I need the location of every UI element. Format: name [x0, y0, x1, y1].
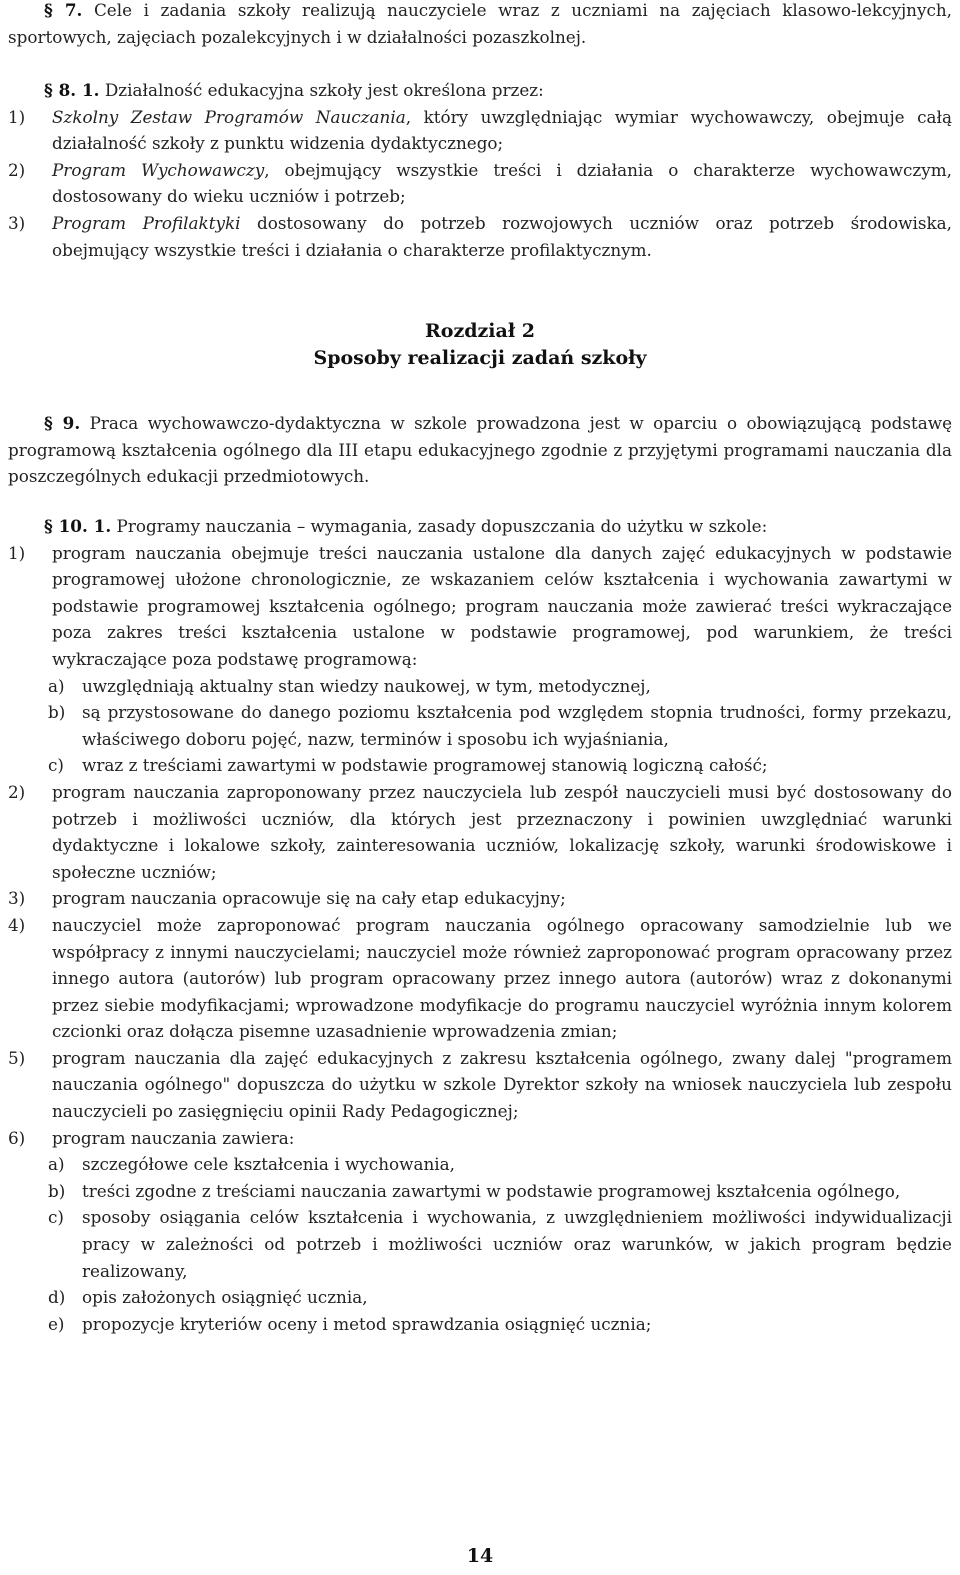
list-item-number: 5)	[8, 1047, 26, 1068]
list-item	[8, 1125, 952, 1152]
paragraph-10-intro	[8, 513, 952, 540]
list-item-text: program nauczania zaproponowany przez nauczyciela lub zespół nauczycieli musi być dostosowany do potrzeb i możliwości uczniów, dla których jest przeznaczony i powinien uwzględniać warunki dydaktyczne i lokalowe szkoły, zainteresowania uczniów, lokalizację szkoły, warunki środowiskowe i społeczne uczniów;	[52, 781, 952, 882]
page-number: 14	[466, 1545, 494, 1567]
list-item-text: , obejmujący wszystkie treści i działania o charakterze wychowawczym, dostosowany do wieku uczniów i potrzeb;	[52, 159, 952, 207]
chapter-label: Rozdział 2	[424, 320, 535, 342]
sub-list-item-text: opis założonych osiągnięć ucznia,	[82, 1287, 368, 1308]
list-item-number: 2)	[8, 781, 26, 802]
sub-list-item	[8, 1151, 952, 1178]
list-item-text: program nauczania dla zajęć edukacyjnych z zakresu kształcenia ogólnego, zwany dalej "programem nauczania ogólnego" dopuszcza do użytku w szkole Dyrektor szkoły na wniosek nauczyciela lub zespołu nauczycieli po zasięgnięciu opinii Rady Pedagogicznej;	[52, 1047, 952, 1122]
paragraph-text: Programy nauczania – wymagania, zasady dopuszczania do użytku w szkole:	[116, 516, 768, 536]
list-item-text: program nauczania opracowuje się na cały etap edukacyjny;	[52, 888, 566, 909]
sub-list-item	[8, 1311, 952, 1338]
sub-list-item	[8, 699, 952, 752]
sub-list-item-letter: a)	[48, 1154, 65, 1175]
list-item-text: program nauczania zawiera:	[52, 1127, 295, 1148]
list-item-text: dostosowany do potrzeb rozwojowych uczniów oraz potrzeb środowiska, obejmujący wszystkie treści i działania o charakterze profilaktycznym.	[52, 212, 952, 260]
sub-list-item-text: są przystosowane do danego poziomu kształcenia pod względem stopnia trudności, formy przekazu, właściwego doboru pojęć, nazw, terminów i sposobu ich wyjaśniania,	[82, 702, 952, 749]
sub-list-item	[8, 1204, 952, 1284]
sub-list-item-letter: a)	[48, 675, 65, 696]
paragraph-number: § 7.	[44, 0, 83, 20]
sub-list-item-letter: c)	[48, 755, 64, 776]
list-item-text: nauczyciel może zaproponować program nauczania ogólnego opracowany samodzielnie lub we współpracy z innymi nauczycielami; nauczyciel może również zaproponować program opracowany przez innego autora (autorów) lub program opracowany przez innego autora (autorów) wraz z dokonanymi przez siebie modyfikacjami; wprowadzone modyfikacje do programu nauczyciel wyróżnia innym kolorem czcionki oraz dołącza pisemne uzasadnienie wprowadzenia zmian;	[52, 914, 952, 1042]
list-item	[8, 779, 952, 885]
chapter-title: Sposoby realizacji zadań szkoły	[313, 347, 647, 369]
program-name: Program Wychowawczy	[52, 159, 265, 180]
paragraph-text: Cele i zadania szkoły realizują nauczyciele wraz z uczniami na zajęciach klasowo-lekcyjnych, sportowych, zajęciach pozalekcyjnych i w działalności pozaszkolnej.	[8, 0, 953, 47]
sub-list-item-letter: e)	[48, 1313, 65, 1334]
list-item-text: program nauczania obejmuje treści nauczania ustalone dla danych zajęć edukacyjnych w podstawie programowej ułożone chronologicznie, ze wskazaniem celów kształcenia i wychowania zawartymi w podstawie programowej kształcenia ogólnego; program nauczania może zawierać treści wykraczające poza zakres treści kształcenia ustalone w podstawie programowej, pod warunkiem, że treści wykraczające poza podstawę programową:	[52, 542, 952, 669]
list-item	[8, 157, 952, 210]
program-name: Szkolny Zestaw Programów Nauczania	[52, 106, 406, 127]
sub-list-item-text: uwzględniają aktualny stan wiedzy naukowej, w tym, metodycznej,	[82, 675, 651, 696]
sub-list-item	[8, 752, 952, 779]
sub-list-item-letter: b)	[48, 702, 66, 723]
list-item-number: 2)	[8, 159, 26, 180]
list-item-text: , który uwzględniając wymiar wychowawczy, obejmuje całą działalność szkoły z punktu widzenia dydaktycznego;	[52, 106, 952, 154]
list-item	[8, 210, 952, 263]
list-item	[8, 1045, 952, 1125]
sub-list-item-letter: d)	[48, 1287, 66, 1308]
list-item-number: 3)	[8, 212, 26, 233]
paragraph-8-intro	[8, 77, 952, 104]
paragraph-text: Praca wychowawczo-dydaktyczna w szkole prowadzona jest w oparciu o obowiązującą podstawę programową kształcenia ogólnego dla III etapu edukacyjnego zgodnie z przyjętymi programami nauczania dla poszczególnych edukacji przedmiotowych.	[8, 413, 953, 487]
list-item	[8, 104, 952, 157]
sub-list-item-letter: c)	[48, 1207, 64, 1228]
list-item-number: 1)	[8, 542, 26, 563]
paragraph-9	[8, 410, 952, 490]
sub-list-item-text: propozycje kryteriów oceny i metod sprawdzania osiągnięć ucznia;	[82, 1313, 652, 1334]
paragraph-10	[8, 513, 952, 1337]
list-item-number: 4)	[8, 914, 26, 935]
sub-list-item	[8, 1178, 952, 1205]
program-name: Program Profilaktyki	[52, 212, 241, 233]
sub-list-item-text: szczegółowe cele kształcenia i wychowania,	[82, 1154, 455, 1175]
list-item	[8, 885, 952, 912]
sub-list-item-text: treści zgodne z treściami nauczania zawartymi w podstawie programowej kształcenia ogólnego,	[82, 1180, 901, 1201]
list-item-number: 1)	[8, 106, 26, 127]
paragraph-number: § 9.	[44, 413, 81, 433]
sub-list-item-text: sposoby osiągania celów kształcenia i wychowania, z uwzględnieniem możliwości indywidualizacji pracy w zależności od potrzeb i możliwości uczniów oraz warunków, w jakich program będzie realizowany,	[82, 1207, 952, 1281]
paragraph-number: § 10. 1.	[44, 516, 112, 536]
sub-list-item	[8, 673, 952, 700]
paragraph-text: Działalność edukacyjna szkoły jest określona przez:	[104, 80, 544, 100]
list-item	[8, 540, 952, 673]
paragraph-7	[8, 0, 952, 50]
sub-list-item-text: wraz z treściami zawartymi w podstawie programowej stanowią logiczną całość;	[82, 755, 768, 776]
list-item-number: 6)	[8, 1127, 26, 1148]
list-item	[8, 912, 952, 1045]
paragraph-number: § 8. 1.	[44, 80, 100, 100]
sub-list-item-letter: b)	[48, 1180, 66, 1201]
list-item-number: 3)	[8, 888, 26, 909]
sub-list-item	[8, 1284, 952, 1311]
paragraph-8	[8, 77, 952, 263]
